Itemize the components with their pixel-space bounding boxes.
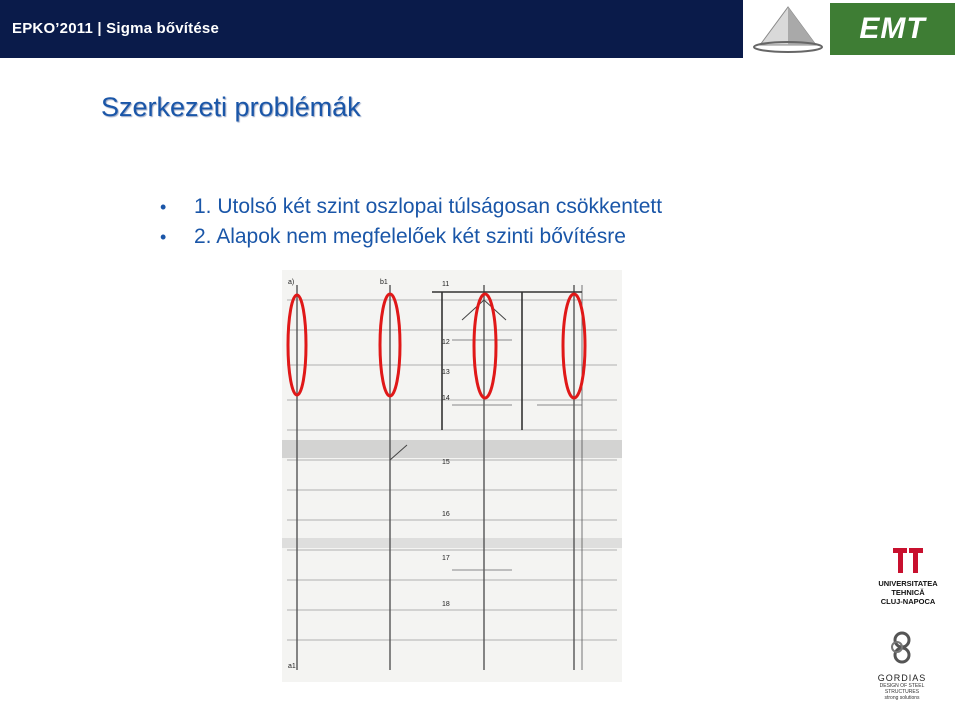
drawing-label: 18: [442, 601, 450, 608]
drawing-label: 11: [442, 281, 450, 288]
drawing-label: 17: [442, 555, 450, 562]
drawing-label: a): [288, 279, 295, 286]
drawing-label: 15: [442, 459, 450, 466]
emt-logo: [830, 3, 955, 55]
header: [0, 0, 960, 58]
university-emblem-icon: [891, 548, 925, 574]
slide-title: Szerkezeti problémák: [101, 92, 361, 122]
emt-logo-text: EMT: [859, 12, 926, 45]
university-line: UNIVERSITATEA: [878, 579, 938, 588]
university-line: TEHNICĂ: [891, 588, 925, 597]
header-title: EPKO’2011 | Sigma bővítése: [12, 20, 219, 37]
drawing-label: 14: [442, 395, 450, 402]
drawing-label: 12: [442, 339, 450, 346]
structural-drawing: [282, 270, 622, 682]
pyramid-logo-icon: [748, 3, 828, 55]
university-logo: [860, 548, 956, 612]
bullet-list: [160, 192, 662, 252]
bullet-item: • 1. Utolsó két szint oszlopai túlságosan csökkentett: [160, 192, 662, 222]
drawing-label: 16: [442, 511, 450, 518]
drawing-label: b1: [380, 279, 388, 286]
gordian-knot-icon: [885, 630, 919, 666]
header-band: [0, 0, 743, 58]
gordias-tagline: strong solutions: [884, 695, 920, 701]
gordias-logo: [866, 630, 938, 706]
drawing-label: a1: [288, 663, 296, 670]
gordias-tagline: DESIGN OF STEEL STRUCTURES: [879, 683, 925, 695]
university-line: CLUJ-NAPOCA: [880, 597, 936, 606]
gordias-name: GORDIAS: [877, 673, 927, 683]
drawing-label: 13: [442, 369, 450, 376]
bullet-item: • 2. Alapok nem megfelelőek két szinti bővítésre: [160, 222, 662, 252]
